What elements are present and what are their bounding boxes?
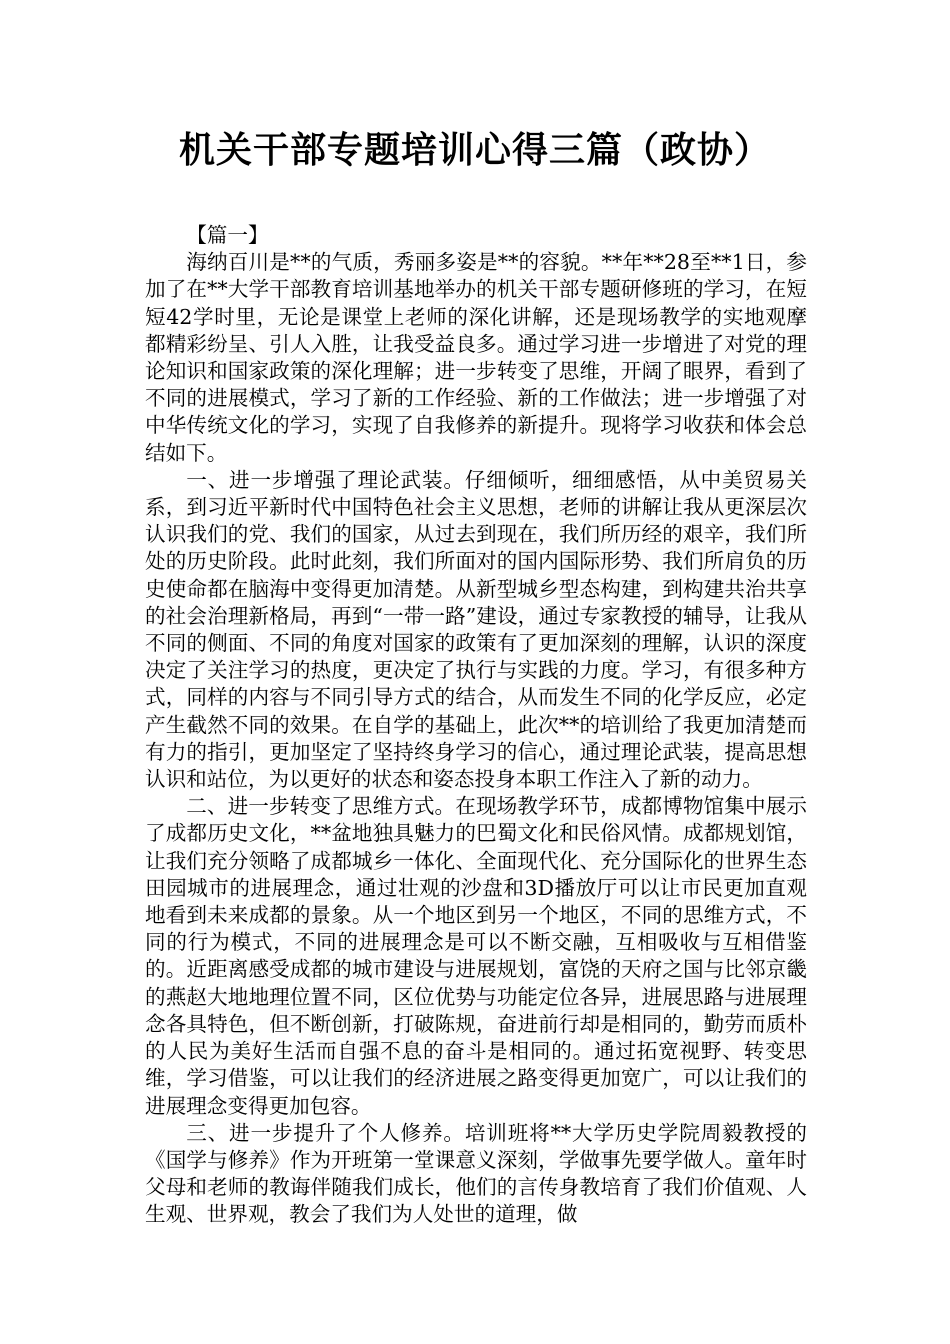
paragraph-intro: 海纳百川是**的气质，秀丽多姿是**的容貌。**年**28至**1日，参加了在**大学干部教育培训基地举办的机关干部专题研修班的学习，在短短42学时里，无论是课堂上老师的深化讲解，还是现场教学的实地观摩都精彩纷呈、引人入胜，让我受益良多。通过学习进一步增进了对党的理论知识和国家政策的深化理解；进一步转变了思维，开阔了眼界，看到了不同的进展模式，学习了新的工作经验、新的工作做法；进一步增强了对中华传统文化的学习，实现了自我修养的新提升。现将学习收获和体会总结如下。 xyxy=(145,250,807,465)
paragraph-section-1: 一、进一步增强了理论武装。仔细倾听，细细感悟，从中美贸易关系，到习近平新时代中国特色社会主义思想，老师的讲解让我从更深层次认识我们的党、我们的国家，从过去到现在，我们所历经的艰辛，我们所处的历史阶段。此时此刻，我们所面对的国内国际形势、我们所肩负的历史使命都在脑海中变得更加清楚。从新型城乡型态构建，到构建共治共享的社会治理新格局，再到“一带一路”建设，通过专家教授的辅导，让我从不同的侧面、不同的角度对国家的政策有了更加深刻的理解，认识的深度决定了关注学习的热度，更决定了执行与实践的力度。学习，有很多种方式，同样的内容与不同引导方式的结合，从而发生不同的化学反应，必定产生截然不同的效果。在自学的基础上，此次**的培训给了我更加清楚而有力的指引，更加坚定了坚持终身学习的信心，通过理论武装，提高思想认识和站位，为以更好的状态和姿态投身本职工作注入了新的动力。 xyxy=(145,467,807,792)
document-title: 机关干部专题培训心得三篇（政协） xyxy=(178,130,771,171)
paragraph-section-2: 二、进一步转变了思维方式。在现场教学环节，成都博物馆集中展示了成都历史文化，**盆地独具魅力的巴蜀文化和民俗风情。成都规划馆，让我们充分领略了成都城乡一体化、全面现代化、充分国际化的世界生态田园城市的进展理念，通过壮观的沙盘和3D播放厅可以让市民更加直观地看到未来成都的景象。从一个地区到另一个地区，不同的思维方式，不同的行为模式，不同的进展理念是可以不断交融，互相吸收与互相借鉴的。近距离感受成都的城市建设与进展规划，富饶的天府之国与比邻京畿的燕赵大地地理位置不同，区位优势与功能定位各异，进展思路与进展理念各具特色，但不断创新，打破陈规，奋进前行却是相同的，勤劳而质朴的人民为美好生活而自强不息的奋斗是相同的。通过拓宽视野、转变思维，学习借鉴，可以让我们的经济进展之路变得更加宽广，可以让我们的进展理念变得更加包容。 xyxy=(145,794,807,1118)
document-body xyxy=(145,222,807,1229)
paragraph-section-3: 三、进一步提升了个人修养。培训班将**大学历史学院周毅教授的《国学与修养》作为开班第一堂课意义深刻，学做事先要学做人。童年时父母和老师的教诲伴随我们成长，他们的言传身教培育了我们价值观、人生观、世界观，教会了我们为人处世的道理，做 xyxy=(145,1120,807,1227)
section-tag: 【篇一】 xyxy=(186,223,269,247)
